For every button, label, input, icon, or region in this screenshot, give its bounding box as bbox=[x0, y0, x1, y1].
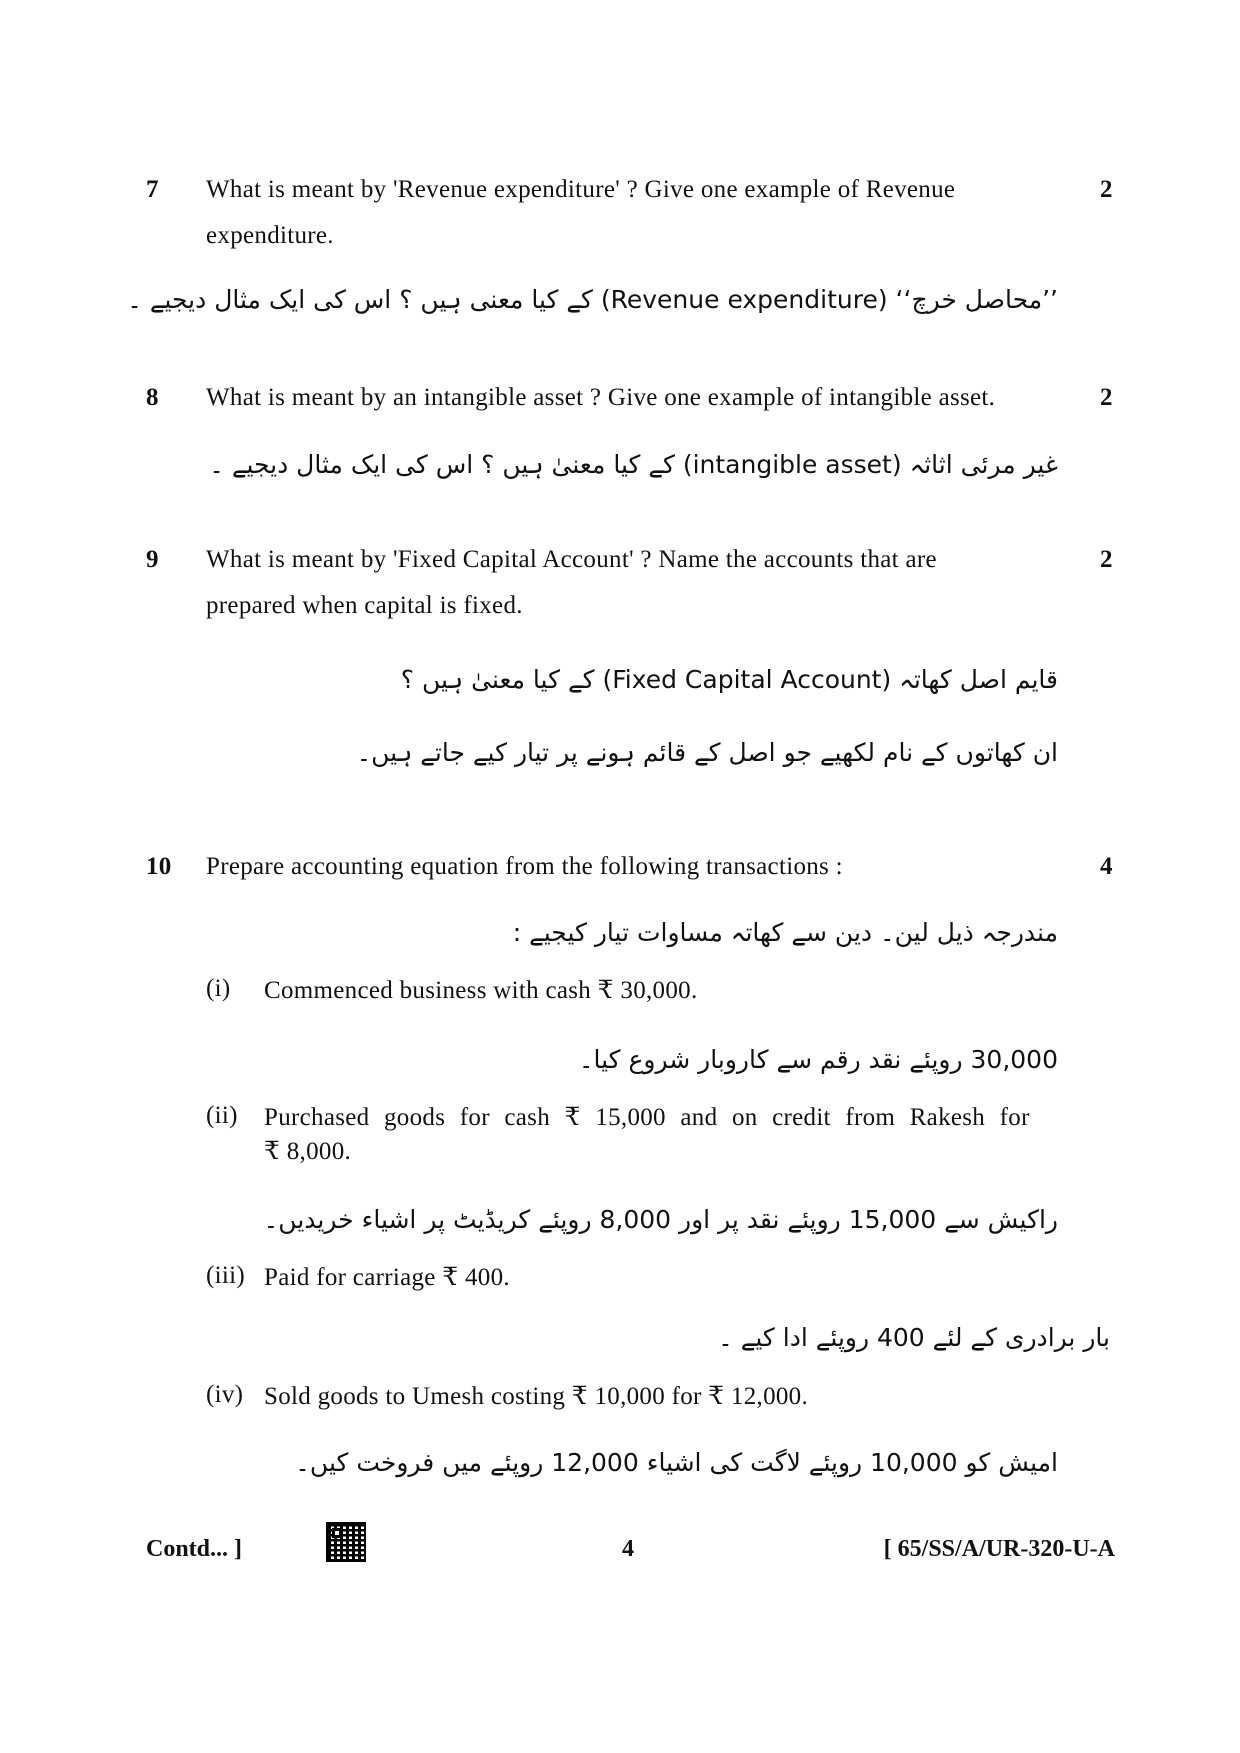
part-text: ₹ 8,000. bbox=[264, 1138, 352, 1165]
paper-code: [ 65/SS/A/UR-320-U-A bbox=[883, 1536, 1115, 1562]
urdu-translation: قایم اصل کھاتہ (Fixed Capital Account) کے کیا معنیٰ ہیں ؟ bbox=[400, 665, 1058, 694]
part-label: (iv) bbox=[206, 1381, 244, 1408]
marks-value: 4 bbox=[1100, 853, 1113, 880]
part-text: Purchased goods for cash ₹ 15,000 and on credit from Rakesh for bbox=[264, 1104, 1030, 1131]
question-text-line: expenditure. bbox=[206, 222, 334, 249]
question-text-line: Prepare accounting equation from the following transactions : bbox=[206, 853, 843, 880]
qr-code-icon bbox=[326, 1522, 366, 1562]
continued-label: Contd... ] bbox=[146, 1536, 243, 1562]
part-text: Paid for carriage ₹ 400. bbox=[264, 1264, 510, 1291]
urdu-translation: مندرجہ ذیل لین۔ دین سے کھاتہ مساوات تیار کیجیے : bbox=[512, 918, 1058, 947]
part-urdu: 30,000 روپئے نقد رقم سے کاروبار شروع کیا۔ bbox=[578, 1045, 1058, 1074]
question-number: 8 bbox=[146, 384, 159, 411]
part-label: (i) bbox=[206, 975, 231, 1002]
page-number: 4 bbox=[622, 1536, 634, 1562]
marks-value: 2 bbox=[1100, 546, 1113, 573]
part-urdu: بار برادری کے لئے 400 روپئے ادا کیے ۔ bbox=[718, 1323, 1110, 1352]
question-text-line: prepared when capital is fixed. bbox=[206, 592, 523, 619]
question-text-line: What is meant by 'Fixed Capital Account' ? Name the accounts that are bbox=[206, 546, 937, 573]
urdu-translation: غیر مرئی اثاثہ (intangible asset) کے کیا معنیٰ ہیں ؟ اس کی ایک مثال دیجیے ۔ bbox=[209, 450, 1058, 479]
part-text: Commenced business with cash ₹ 30,000. bbox=[264, 977, 698, 1004]
urdu-translation: ’’محاصل خرچ‘‘ (Revenue expenditure) کے کیا معنی ہیں ؟ اس کی ایک مثال دیجیے ۔ bbox=[127, 285, 1058, 314]
part-urdu: راکیش سے 15,000 روپئے نقد پر اور 8,000 روپئے کریڈیٹ پر اشیاء خریدیں۔ bbox=[263, 1205, 1058, 1234]
marks-value: 2 bbox=[1100, 384, 1113, 411]
question-number: 10 bbox=[146, 853, 172, 880]
question-number: 9 bbox=[146, 546, 159, 573]
question-text-line: What is meant by 'Revenue expenditure' ? Give one example of Revenue bbox=[206, 176, 956, 203]
marks-value: 2 bbox=[1100, 176, 1113, 203]
urdu-translation: ان کھاتوں کے نام لکھیے جو اصل کے قائم ہونے پر تیار کیے جاتے ہیں۔ bbox=[356, 738, 1058, 767]
part-urdu: امیش کو 10,000 روپئے لاگت کی اشیاء 12,000 روپئے میں فروخت کیں۔ bbox=[295, 1448, 1058, 1477]
part-label: (ii) bbox=[206, 1102, 238, 1129]
question-text-line: What is meant by an intangible asset ? Give one example of intangible asset. bbox=[206, 384, 996, 411]
part-text: Sold goods to Umesh costing ₹ 10,000 for ₹ 12,000. bbox=[264, 1383, 809, 1410]
question-number: 7 bbox=[146, 176, 159, 203]
part-label: (iii) bbox=[206, 1262, 245, 1289]
